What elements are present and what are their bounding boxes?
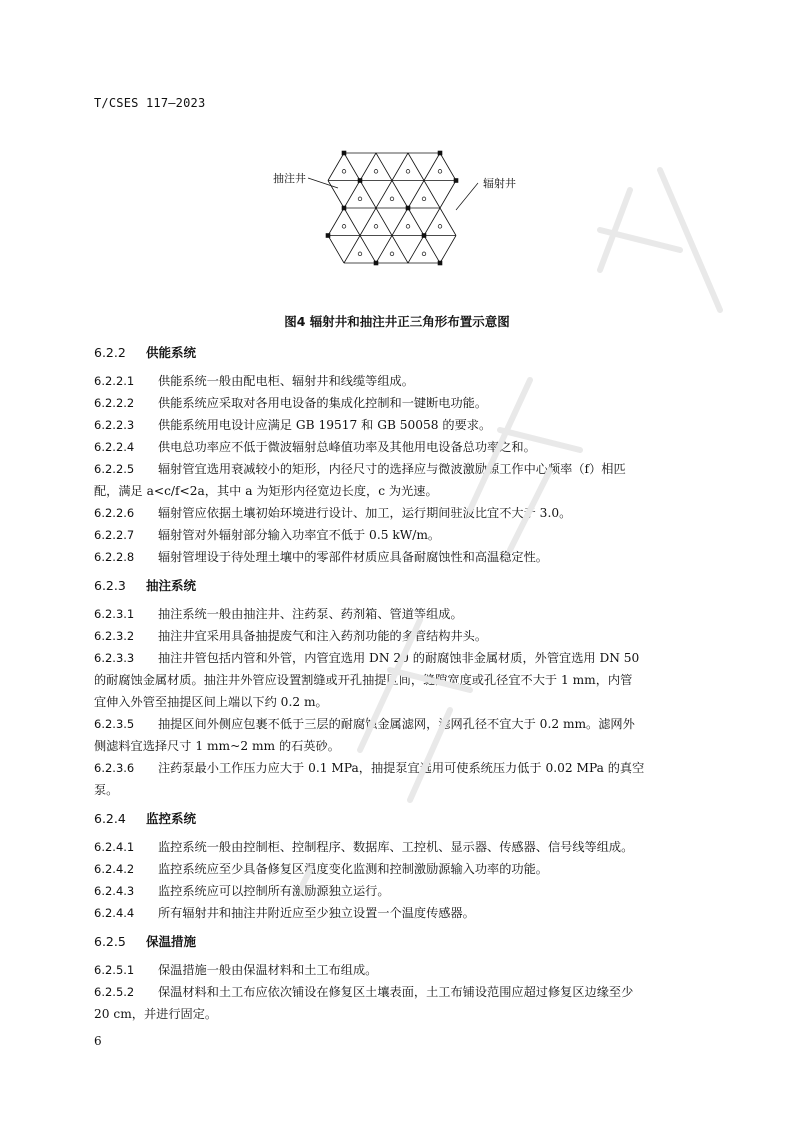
extraction-well-marker <box>342 225 346 229</box>
clause: 6.2.5.1 保温措施一般由保温材料和土工布组成。 <box>94 963 378 977</box>
section-heading: 6.2.5 保温措施 <box>94 934 197 949</box>
radiation-well-marker <box>374 261 379 266</box>
clause: 6.2.2.6 辐射管应依据土壤初始环境进行设计、加工，运行期间驻波比宜不大于 3.0。 <box>94 506 572 520</box>
left-leader-line <box>308 178 338 188</box>
clause: 6.2.3.1 抽注系统一般由抽注井、注药泵、药剂箱、管道等组成。 <box>94 607 463 621</box>
grid-edge <box>424 181 440 209</box>
clause: 6.2.2.2 供能系统应采取对各用电设备的集成化控制和一键断电功能。 <box>94 396 488 410</box>
radiation-well-marker <box>438 151 443 156</box>
extraction-well-marker <box>390 252 394 256</box>
label-radiation-well: 辐射井 <box>483 177 516 190</box>
extraction-well-marker <box>342 170 346 174</box>
extraction-well-marker <box>406 225 410 229</box>
grid-edge <box>360 181 376 209</box>
grid-edge <box>376 208 392 236</box>
grid-edge <box>360 236 376 264</box>
clause-continuation: 配，满足 a<c/f<2a，其中 a 为矩形内径宽边长度，c 为光速。 <box>94 484 438 498</box>
section-heading: 6.2.4 监控系统 <box>94 811 197 826</box>
grid-edge <box>328 236 344 264</box>
grid-edge <box>376 181 392 209</box>
radiation-well-marker <box>342 151 347 156</box>
grid-edge <box>376 153 392 181</box>
extraction-well-marker <box>422 197 426 201</box>
grid-edge <box>424 153 440 181</box>
grid-edge <box>392 208 408 236</box>
clause: 6.2.4.1 监控系统一般由控制柜、控制程序、数据库、工控机、显示器、传感器、信号线等组成。 <box>94 840 634 854</box>
clause: 6.2.5.2 保温材料和土工布应依次铺设在修复区土壤表面，土工布铺设范围应超过修复区边缘至少 <box>94 985 634 999</box>
radiation-well-marker <box>454 178 459 183</box>
radiation-well-marker <box>342 206 347 211</box>
grid-edge <box>376 236 392 264</box>
section-heading: 6.2.2 供能系统 <box>94 345 197 360</box>
clause: 6.2.2.3 供能系统用电设计应满足 GB 19517 和 GB 50058 的要求。 <box>94 418 492 432</box>
clause: 6.2.3.5 抽提区间外侧应包裹不低于三层的耐腐蚀金属滤网，滤网孔径不宜大于 0.2 mm。滤网外 <box>94 717 635 731</box>
extraction-well-marker <box>406 170 410 174</box>
clause: 6.2.2.8 辐射管埋设于待处理土壤中的零部件材质应具备耐腐蚀性和高温稳定性。 <box>94 550 548 564</box>
clause: 6.2.4.3 监控系统应可以控制所有激励源独立运行。 <box>94 884 390 898</box>
clause-continuation: 的耐腐蚀金属材质。抽注井外管应设置割缝或开孔抽提区间，缝隙宽度或孔径宜不大于 1 mm，内管 <box>94 673 633 687</box>
clause-continuation: 泵。 <box>94 783 119 797</box>
grid-edge <box>344 236 360 264</box>
grid-edge <box>408 153 424 181</box>
radiation-well-marker <box>358 178 363 183</box>
clause: 6.2.3.3 抽注井管包括内管和外管，内管宜选用 DN 20 的耐腐蚀非金属材质，外管宜选用 DN 50 <box>94 651 640 665</box>
grid-edge <box>440 153 456 181</box>
clause: 6.2.4.4 所有辐射井和抽注井附近应至少独立设置一个温度传感器。 <box>94 906 475 920</box>
extraction-well-marker <box>374 225 378 229</box>
radiation-well-marker <box>422 233 427 238</box>
clause-continuation: 20 cm，并进行固定。 <box>94 1007 218 1021</box>
clause-continuation: 宜伸入外管至抽提区间上端以下约 0.2 m。 <box>94 695 328 709</box>
grid-edge <box>424 236 440 264</box>
right-leader-line <box>456 183 478 210</box>
page-number: 6 <box>94 1034 102 1048</box>
clause: 6.2.4.2 监控系统应至少具备修复区温度变化监测和控制激励源输入功率的功能。 <box>94 862 548 876</box>
well-layout-figure <box>270 150 530 270</box>
clause-continuation: 侧滤料宜选择尺寸 1 mm~2 mm 的石英砂。 <box>94 739 340 753</box>
clause: 6.2.2.5 辐射管宜选用衰减较小的矩形，内径尺寸的选择应与微波激励源工作中心频率（f）相匹 <box>94 462 626 476</box>
grid-edge <box>408 236 424 264</box>
grid-edge <box>440 208 456 236</box>
grid-edge <box>328 181 344 209</box>
label-extraction-well: 抽注井 <box>273 172 306 185</box>
triangle-grid-diagram <box>270 150 530 270</box>
extraction-well-marker <box>358 197 362 201</box>
clause: 6.2.2.4 供电总功率应不低于微波辐射总峰值功率及其他用电设备总功率之和。 <box>94 440 536 454</box>
radiation-well-marker <box>406 206 411 211</box>
extraction-well-marker <box>422 252 426 256</box>
grid-edge <box>408 208 424 236</box>
clause: 6.2.2.1 供能系统一般由配电柜、辐射井和线缆等组成。 <box>94 374 414 388</box>
grid-edge <box>424 208 440 236</box>
extraction-well-marker <box>438 225 442 229</box>
grid-edge <box>408 181 424 209</box>
extraction-well-marker <box>374 170 378 174</box>
radiation-well-marker <box>438 261 443 266</box>
grid-edge <box>328 208 344 236</box>
document-code: T/CSES 117—2023 <box>94 96 206 110</box>
grid-edge <box>344 208 360 236</box>
grid-edge <box>328 153 344 181</box>
radiation-well-marker <box>326 233 331 238</box>
grid-edge <box>440 236 456 264</box>
grid-edge <box>360 153 376 181</box>
grid-edge <box>344 181 360 209</box>
grid-edge <box>344 153 360 181</box>
figure-caption: 图4 辐射井和抽注井正三角形布置示意图 <box>284 314 510 329</box>
extraction-well-marker <box>390 197 394 201</box>
clause: 6.2.3.2 抽注井宜采用具备抽提废气和注入药剂功能的多管结构井头。 <box>94 629 488 643</box>
grid-edge <box>440 181 456 209</box>
extraction-well-marker <box>358 252 362 256</box>
grid-edge <box>392 181 408 209</box>
extraction-well-marker <box>438 170 442 174</box>
grid-edge <box>360 208 376 236</box>
grid-edge <box>392 236 408 264</box>
clause: 6.2.2.7 辐射管对外辐射部分输入功率宜不低于 0.5 kW/m。 <box>94 528 441 542</box>
section-heading: 6.2.3 抽注系统 <box>94 578 197 593</box>
grid-edge <box>392 153 408 181</box>
clause: 6.2.3.6 注药泵最小工作压力应大于 0.1 MPa，抽提泵宜选用可使系统压力低于 0.02 MPa 的真空 <box>94 761 645 775</box>
